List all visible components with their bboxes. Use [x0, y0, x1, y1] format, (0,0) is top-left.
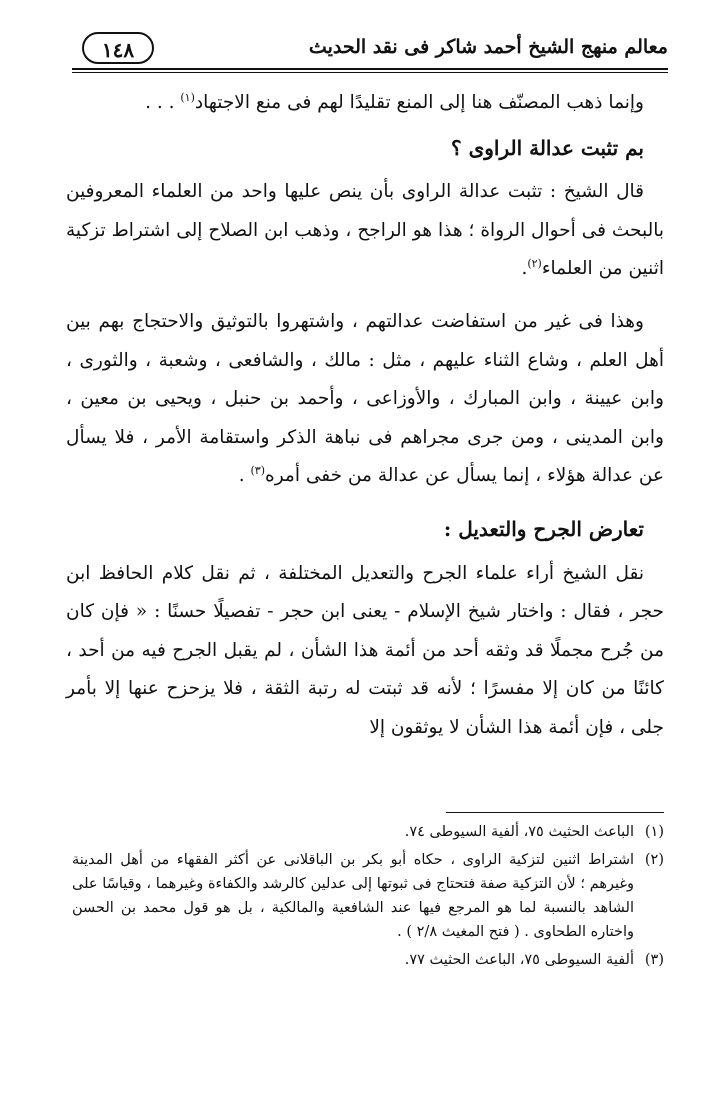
- paragraph-intro-text: وإنما ذهب المصنّف هنا إلى المنع تقليدًا لهم فى منع الاجتهاد: [194, 92, 644, 113]
- paragraph-sheikh-said-tail: .: [521, 258, 528, 280]
- footnote-number: (٢): [644, 852, 664, 868]
- footnote-separator: [446, 812, 664, 813]
- paragraph-intro-tail: . . .: [145, 92, 181, 113]
- page-number: ١٤٨: [82, 32, 154, 64]
- footnote-number: (١): [644, 824, 664, 840]
- main-text: [66, 84, 664, 748]
- section-heading-jarh-tadil: تعارض الجرح والتعديل :: [443, 516, 644, 541]
- paragraph-sheikh-said: [66, 173, 664, 289]
- paragraph-sheikh-said-text: قال الشيخ : تثبت عدالة الراوى بأن ينص عليها واحد من العلماء المعروفين بالبحث فى أحوال الرواة ؛ هذا هو الراجح ، وذهب ابن الصلاح إلى اشتراط تزكية اثنين من العلماء: [66, 181, 664, 280]
- footnote-ref-2: (٢): [527, 257, 542, 271]
- footnote-text: الباعث الحثيث ٧٥، ألفية السيوطى ٧٤.: [404, 824, 634, 840]
- page-header: [72, 32, 668, 72]
- footnote: [72, 848, 664, 944]
- footnote-number: (٣): [644, 952, 664, 968]
- header-rule: [72, 68, 668, 70]
- footnote-ref-1: (١): [180, 90, 195, 104]
- paragraph-ibn-hajar: نقل الشيخ أراء علماء الجرح والتعديل المختلفة ، ثم نقل كلام الحافظ ابن حجر ، فقال : واختار شيخ الإسلام - يعنى ابن حجر - تفصيلًا حسنًا : « فإن كان من جُرح مجملًا قد وثقه أحد من أئمة هذا الشأن ، لم يقبل الجرح فيه من أحد ، كائنًا من كان إلا مفسرًا ؛ لأنه قد ثبتت له رتبة الثقة ، فلا يزحزح عنها إلا بأمر جلى ، فإن أئمة هذا الشأن لا يوثقون إلا: [66, 562, 664, 738]
- section-heading-narrator-integrity: بم تثبت عدالة الراوى ؟: [451, 135, 644, 160]
- paragraph-famous-narrators-text: وهذا فى غير من استفاضت عدالتهم ، واشتهروا بالتوثيق والاحتجاج بهم بين أهل العلم ، وشاع الثناء عليهم ، مثل : مالك ، والشافعى ، وشعبة ، والثورى ، وابن عيينة ، وابن المبارك ، والأوزاعى ، وأحمد بن حنبل ، ويحيى بن معين ، وابن المدينى ، ومن جرى مجراهم فى نباهة الذكر واستقامة الأمر ، فلا يسأل عن عدالة هؤلاء ، إنما يسأل عن عدالة من خفى أمره: [66, 310, 664, 487]
- paragraph-intro: [66, 84, 664, 123]
- header-rule-thin: [72, 72, 668, 73]
- paragraph-famous-narrators: [66, 303, 664, 496]
- footnote-ref-3: (٣): [250, 464, 266, 478]
- footnotes: [72, 820, 664, 976]
- running-title: معالم منهج الشيخ أحمد شاكر فى نقد الحديث: [308, 36, 668, 58]
- paragraph-famous-narrators-tail: .: [238, 465, 251, 487]
- footnote-text: اشتراط اثنين لتزكية الراوى ، حكاه أبو بكر بن الباقلانى عن أكثر الفقهاء من أهل المدينة وغيرهم ؛ لأن التزكية صفة فتحتاج فى ثبوتها إلى عدلين كالرشد والكفاءة وغيرهما ، وقياسًا على الشاهد بالنسبة لما هو المرجع فيها عند الشافعية والمالكية ، بل هو قول محمد بن الحسن واختاره الطحاوى . ( فتح المغيث ٢/٨ ) .: [72, 852, 634, 940]
- footnote: [72, 820, 664, 844]
- footnote: [72, 948, 664, 972]
- footnote-text: ألفية السيوطى ٧٥، الباعث الحثيث ٧٧.: [404, 952, 634, 968]
